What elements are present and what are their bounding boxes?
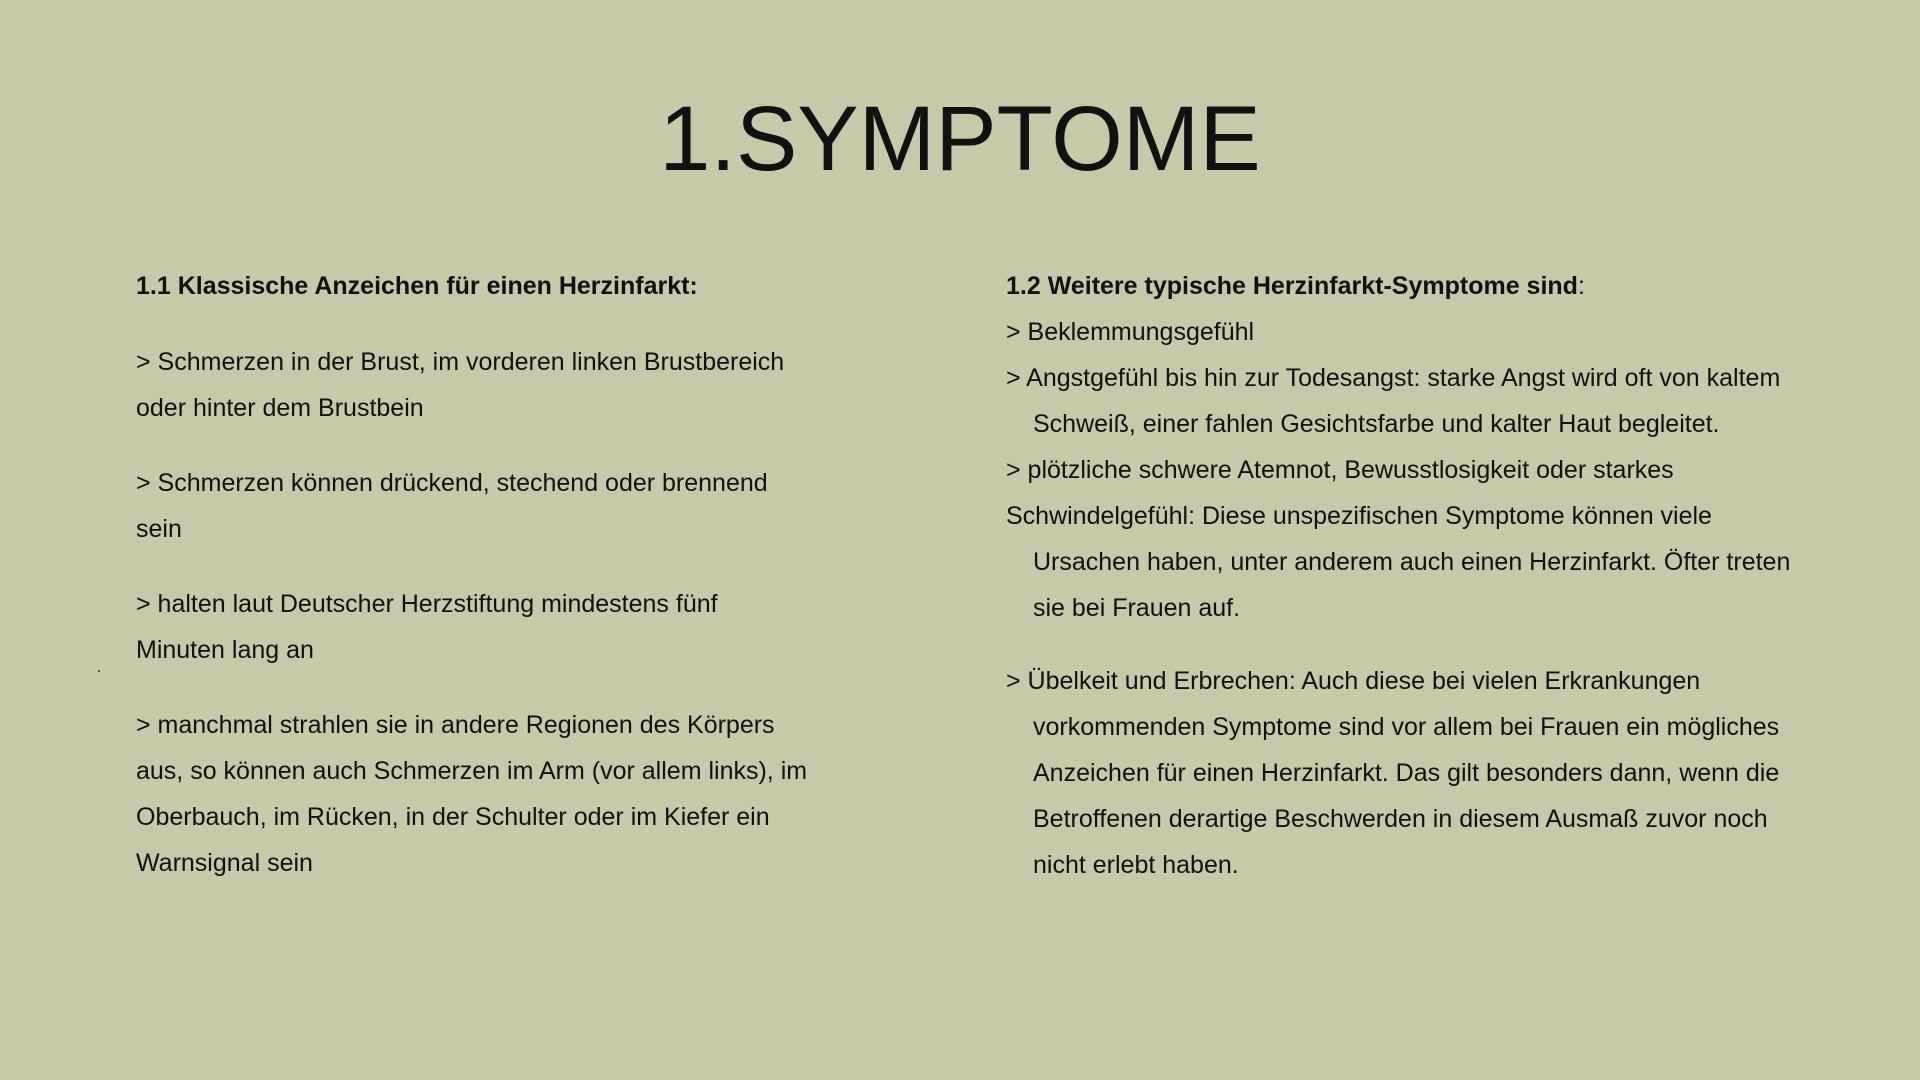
symptom-line: > plötzliche schwere Atemnot, Bewusstlosigkeit oder starkes <box>1006 456 1674 484</box>
symptom-line: > Beklemmungsgefühl <box>1006 318 1255 346</box>
symptom-line: Anzeichen für einen Herzinfarkt. Das gilt besonders dann, wenn die <box>1033 759 1780 787</box>
symptom-line: Oberbauch, im Rücken, in der Schulter oder im Kiefer ein <box>136 803 770 831</box>
symptom-line: > halten laut Deutscher Herzstiftung mindestens fünf <box>136 590 718 618</box>
symptom-line: > Schmerzen in der Brust, im vorderen linken Brustbereich <box>136 348 785 376</box>
symptom-line: Schwindelgefühl: Diese unspezifischen Symptome können viele <box>1006 502 1712 530</box>
stray-dot <box>98 670 100 672</box>
symptom-line: oder hinter dem Brustbein <box>136 394 424 422</box>
symptom-line: Ursachen haben, unter anderem auch einen Herzinfarkt. Öfter treten <box>1033 548 1791 576</box>
symptom-item <box>136 460 856 552</box>
right-heading <box>1006 263 1826 309</box>
left-heading: 1.1 Klassische Anzeichen für einen Herzinfarkt: <box>136 272 698 300</box>
right-heading-text: 1.2 Weitere typische Herzinfarkt-Symptome sind <box>1006 272 1578 300</box>
right-column <box>1006 263 1826 888</box>
symptom-line: Minuten lang an <box>136 636 314 664</box>
symptom-line: sie bei Frauen auf. <box>1033 594 1241 622</box>
symptom-line: Betroffenen derartige Beschwerden in diesem Ausmaß zuvor noch <box>1033 805 1768 833</box>
slide-title: 1.SYMPTOME <box>659 88 1261 190</box>
left-column <box>136 263 856 886</box>
symptom-line: > manchmal strahlen sie in andere Regionen des Körpers <box>136 711 775 739</box>
symptom-item <box>136 581 856 673</box>
symptom-line: > Angstgefühl bis hin zur Todesangst: starke Angst wird oft von kaltem <box>1006 364 1781 392</box>
symptom-item <box>136 339 856 431</box>
symptom-line: vorkommenden Symptome sind vor allem bei Frauen ein mögliches <box>1033 713 1780 741</box>
symptom-line: nicht erlebt haben. <box>1033 851 1239 879</box>
symptom-line: Warnsignal sein <box>136 849 313 877</box>
symptom-line: sein <box>136 515 182 543</box>
right-heading-colon: : <box>1577 272 1585 300</box>
symptom-line: > Übelkeit und Erbrechen: Auch diese bei vielen Erkrankungen <box>1006 667 1701 695</box>
symptom-line: aus, so können auch Schmerzen im Arm (vor allem links), im <box>136 757 808 785</box>
symptom-line: > Schmerzen können drückend, stechend oder brennend <box>136 469 768 497</box>
symptom-line: Schweiß, einer fahlen Gesichtsfarbe und kalter Haut begleitet. <box>1033 410 1720 438</box>
symptom-item <box>136 702 856 886</box>
